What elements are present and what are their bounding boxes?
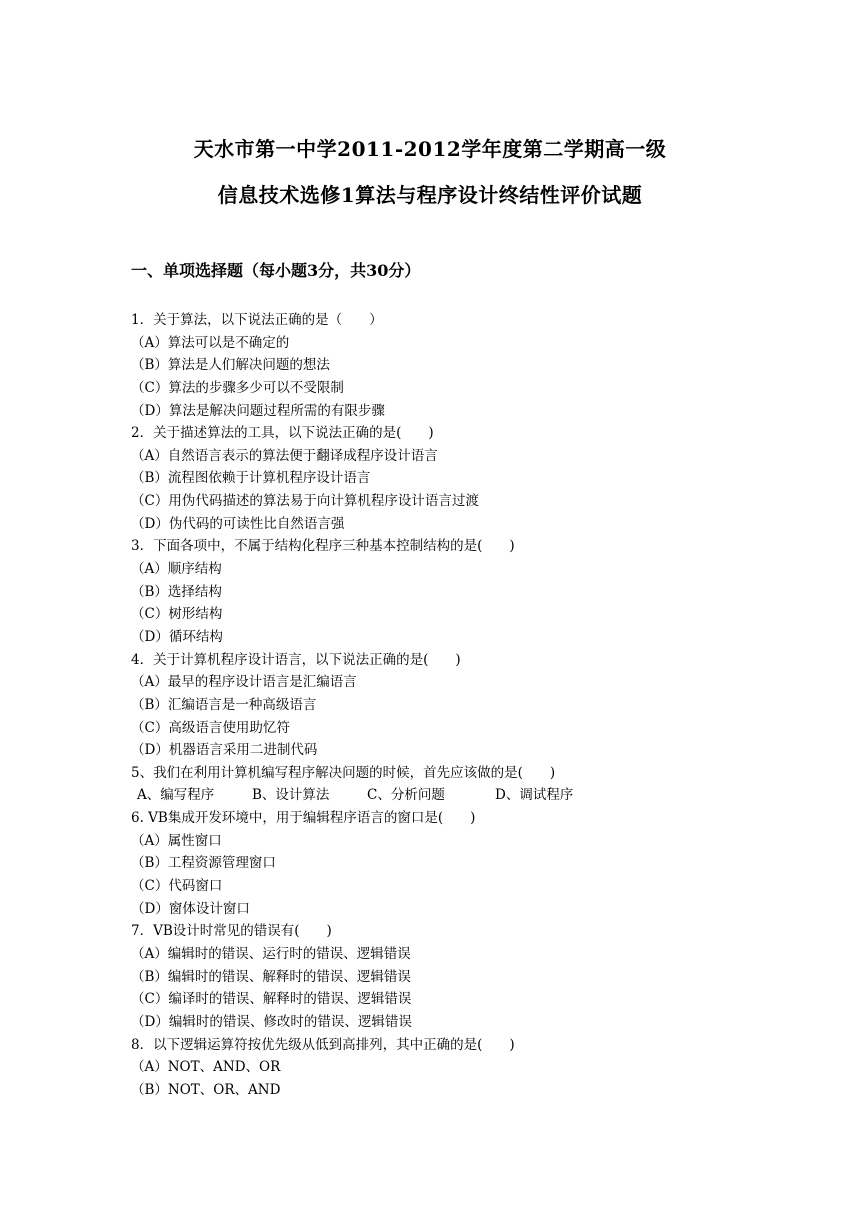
inline-option-row bbox=[131, 784, 751, 807]
option: （B）流程图依赖于计算机程序设计语言 bbox=[131, 470, 371, 487]
option: D、调试程序 bbox=[495, 787, 574, 804]
option: （C）编译时的错误、解释时的错误、逻辑错误 bbox=[131, 991, 412, 1008]
option: （C）算法的步骤多少可以不受限制 bbox=[131, 379, 344, 396]
question-stem: 3．下面各项中，不属于结构化程序三种基本控制结构的是( ) bbox=[131, 538, 515, 555]
option: （A）最早的程序设计语言是汇编语言 bbox=[131, 674, 357, 691]
option: C、分析问题 bbox=[367, 787, 445, 804]
option: （B）编辑时的错误、解释时的错误、逻辑错误 bbox=[131, 968, 411, 985]
option: （A）属性窗口 bbox=[131, 832, 222, 849]
question-stem: 2．关于描述算法的工具，以下说法正确的是( ) bbox=[131, 425, 434, 442]
option: （A）编辑时的错误、运行时的错误、逻辑错误 bbox=[131, 945, 411, 962]
option: （B）选择结构 bbox=[131, 583, 222, 600]
option: A、编写程序 bbox=[137, 787, 215, 804]
option: （A）顺序结构 bbox=[131, 561, 222, 578]
option: （D）编辑时的错误、修改时的错误、逻辑错误 bbox=[131, 1013, 412, 1030]
question-stem: 5、我们在利用计算机编写程序解决问题的时候，首先应该做的是( ) bbox=[131, 764, 556, 781]
question-stem: 7．VB设计时常见的错误有( ) bbox=[131, 923, 332, 940]
question-stem: 6. VB集成开发环境中，用于编辑程序语言的窗口是( ) bbox=[131, 810, 476, 827]
exam-title-line-2: 信息技术选修1算法与程序设计终结性评价试题 bbox=[217, 183, 643, 207]
question-stem: 4．关于计算机程序设计语言，以下说法正确的是( ) bbox=[131, 651, 461, 668]
option: （B）汇编语言是一种高级语言 bbox=[131, 696, 317, 713]
option: （A）NOT、AND、OR bbox=[131, 1059, 281, 1076]
option: （B）算法是人们解决问题的想法 bbox=[131, 357, 330, 374]
option: （D）窗体设计窗口 bbox=[131, 900, 250, 917]
option: （D）伪代码的可读性比自然语言强 bbox=[131, 515, 345, 532]
option: （B）工程资源管理窗口 bbox=[131, 855, 276, 872]
option: （C）高级语言使用助忆符 bbox=[131, 719, 290, 736]
option: （C）树形结构 bbox=[131, 606, 223, 623]
question-list bbox=[131, 309, 751, 1101]
option: （B）NOT、OR、AND bbox=[131, 1081, 281, 1098]
section-heading-single-choice: 一、单项选择题（每小题3分，共30分） bbox=[131, 261, 421, 280]
exam-title-line-1: 天水市第一中学2011-2012学年度第二学期高一级 bbox=[193, 137, 667, 161]
option: （C）代码窗口 bbox=[131, 878, 223, 895]
question-stem: 8．以下逻辑运算符按优先级从低到高排列，其中正确的是( ) bbox=[131, 1036, 515, 1053]
option: B、设计算法 bbox=[252, 787, 330, 804]
option: （D）算法是解决问题过程所需的有限步骤 bbox=[131, 402, 385, 419]
option: （A）算法可以是不确定的 bbox=[131, 334, 290, 351]
question-stem: 1．关于算法，以下说法正确的是（ ） bbox=[131, 312, 383, 328]
option: （A）自然语言表示的算法便于翻译成程序设计语言 bbox=[131, 447, 438, 464]
option: （D）机器语言采用二进制代码 bbox=[131, 742, 318, 759]
option: （C）用伪代码描述的算法易于向计算机程序设计语言过渡 bbox=[131, 493, 479, 510]
option: （D）循环结构 bbox=[131, 628, 223, 645]
